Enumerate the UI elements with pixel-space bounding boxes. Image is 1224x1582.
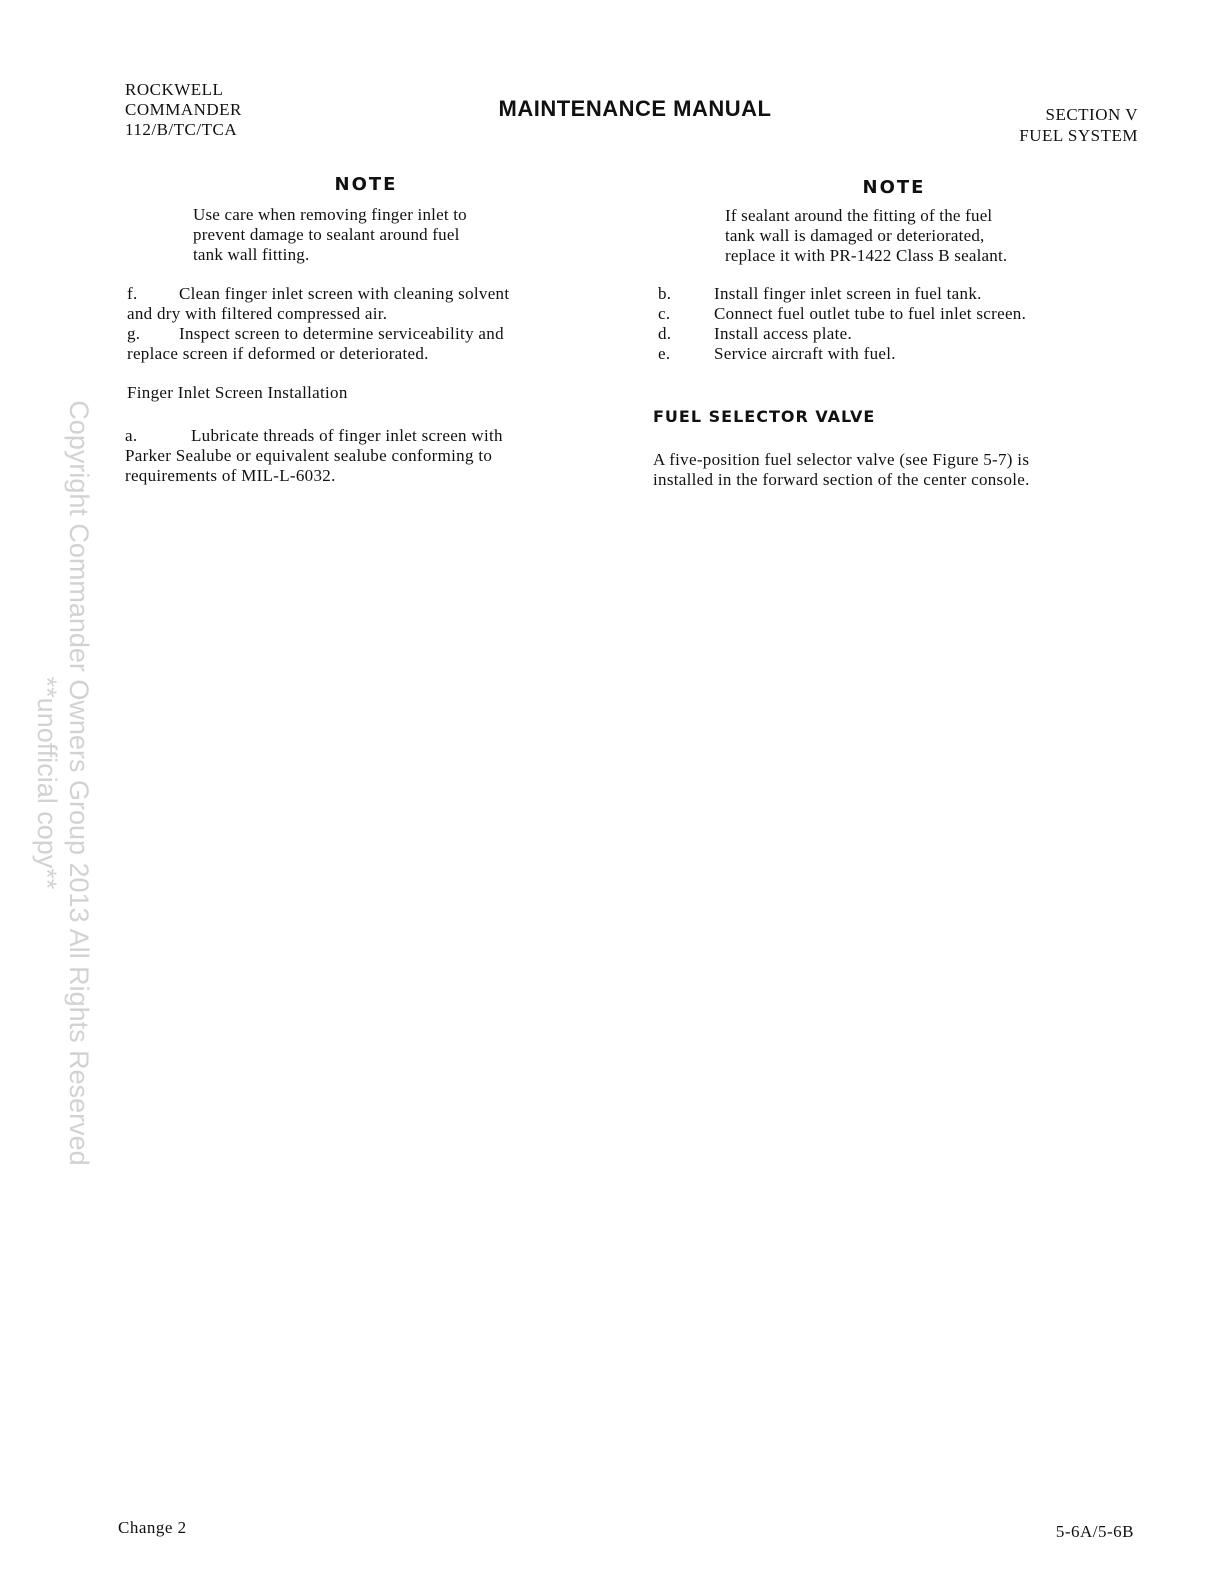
note-heading-right: NOTE — [862, 177, 926, 198]
step-a — [125, 426, 605, 486]
subheading-installation: Finger Inlet Screen Installation — [127, 383, 348, 402]
step-label: f. — [127, 284, 138, 303]
step-text: Inspect screen to determine serviceability and — [179, 324, 504, 343]
step-label: e. — [658, 344, 671, 363]
list-item — [658, 344, 1128, 364]
step-label: g. — [127, 324, 141, 343]
step-text: Connect fuel outlet tube to fuel inlet screen. — [714, 304, 1027, 323]
paragraph-line: A five-position fuel selector valve (see Figure 5-7) is — [653, 450, 1030, 469]
note-text-right — [725, 206, 1007, 266]
fuel-selector-paragraph — [653, 450, 1143, 490]
step-f — [127, 284, 607, 324]
list-item — [658, 324, 1128, 344]
note-line: replace it with PR-1422 Class B sealant. — [725, 246, 1008, 265]
header-left-line: 112/B/TC/TCA — [125, 120, 238, 139]
step-text: Service aircraft with fuel. — [714, 344, 896, 363]
note-heading-left: NOTE — [334, 174, 398, 195]
watermark-line: **unofficial copy** — [32, 676, 62, 890]
note-text-left — [193, 205, 467, 265]
step-label: b. — [658, 284, 672, 303]
step-text: Install access plate. — [714, 324, 852, 343]
step-label: a. — [125, 426, 138, 445]
step-g — [127, 324, 607, 364]
step-text: Lubricate threads of finger inlet screen with — [191, 426, 503, 445]
note-line: Use care when removing finger inlet to — [193, 205, 467, 224]
step-text: Install finger inlet screen in fuel tank. — [714, 284, 982, 303]
list-item — [658, 284, 1128, 304]
step-text-continued: Parker Sealube or equivalent sealube conforming to — [125, 446, 493, 465]
steps-list-right — [658, 284, 1128, 364]
list-item — [658, 304, 1128, 324]
note-line: tank wall fitting. — [193, 245, 310, 264]
section-heading-fuel-selector-valve: FUEL SELECTOR VALVE — [653, 407, 876, 426]
header-right-line: FUEL SYSTEM — [1019, 126, 1138, 145]
paragraph-line: installed in the forward section of the center console. — [653, 470, 1030, 489]
watermark-line: Copyright Commander Owners Group 2013 All Rights Reserved — [64, 400, 94, 1166]
header-section — [1019, 104, 1138, 146]
step-text-continued: requirements of MIL-L-6032. — [125, 466, 336, 485]
step-label: d. — [658, 324, 672, 343]
header-right-line: SECTION V — [1045, 105, 1138, 124]
header-left-line: COMMANDER — [125, 100, 242, 119]
step-text: Clean finger inlet screen with cleaning solvent — [179, 284, 510, 303]
footer-page-number: 5-6A/5-6B — [1055, 1522, 1134, 1541]
note-line: If sealant around the fitting of the fuel — [725, 206, 993, 225]
step-text-continued: and dry with filtered compressed air. — [127, 304, 388, 323]
step-text-continued: replace screen if deformed or deteriorated. — [127, 344, 429, 363]
note-line: prevent damage to sealant around fuel — [193, 225, 460, 244]
copyright-watermark — [31, 392, 95, 1174]
note-line: tank wall is damaged or deteriorated, — [725, 226, 985, 245]
footer-change-number: Change 2 — [118, 1518, 187, 1537]
step-label: c. — [658, 304, 671, 323]
page-title: MAINTENANCE MANUAL — [498, 96, 772, 121]
header-left-line: ROCKWELL — [125, 80, 224, 99]
